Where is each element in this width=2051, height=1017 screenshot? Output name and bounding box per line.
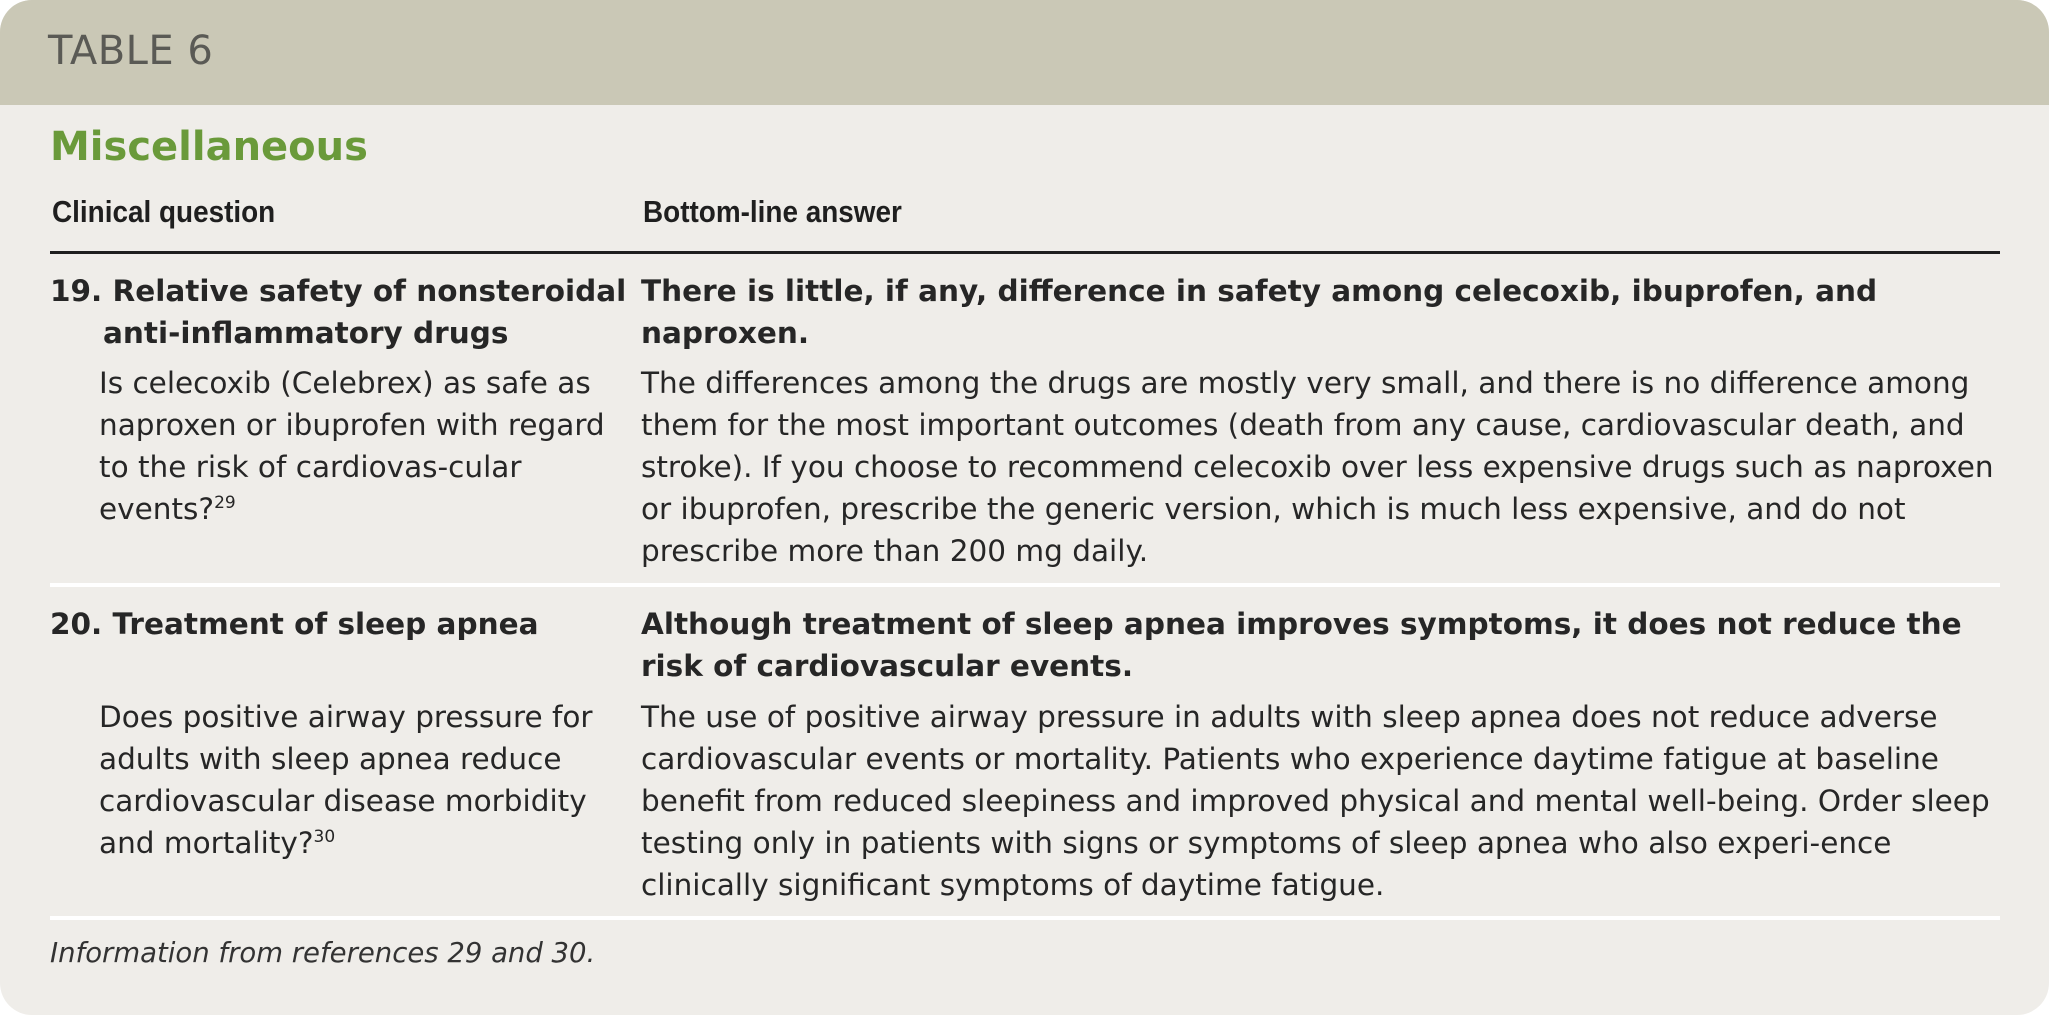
row-20-answer-body: The use of positive airway pressure in adults with sleep apnea does not reduce adverse cardiovascular events or mortality. Patients who experience daytime fatigue at baseline benefit from reduced sleepiness and improved physical and mental well-being. Order sleep testing only in patients with signs or symptoms of sleep apnea who also experi-ence clinically significant symptoms of daytime fatigue.	[641, 700, 1990, 902]
row-20-question-text: Does positive airway pressure for adults with sleep apnea reduce cardiovascular disease morbidity and mortality?	[99, 700, 593, 860]
row-19-question	[99, 362, 609, 530]
row-19-title: 19. Relative safety of nonsteroidal anti-inflammatory drugs	[50, 274, 627, 350]
row-19-reference: 29	[214, 493, 236, 513]
row-20-reference: 30	[313, 827, 336, 847]
row-20-answer-headline: Although treatment of sleep apnea improves symptoms, it does not reduce the risk of cardiovascular events.	[641, 607, 1962, 683]
table-label: TABLE 6	[48, 28, 214, 74]
footnote: Information from references 29 and 30.	[50, 937, 596, 969]
row-divider	[50, 583, 2000, 587]
row-19-question-text: Is celecoxib (Celebrex) as safe as naproxen or ibuprofen with regard to the risk of cardiovas-cular events?	[99, 366, 605, 526]
row-20-title: 20. Treatment of sleep apnea	[50, 607, 539, 641]
row-20-question	[99, 696, 609, 864]
row-19-answer-body: The differences among the drugs are mostly very small, and there is no difference among them for the most important outcomes (death from any cause, cardiovascular death, and stroke). If you choose to recommend celecoxib over less expensive drugs such as naproxen or ibuprofen, prescribe the generic version, which is much less expensive, and do not prescribe more than 200 mg daily.	[641, 366, 1994, 568]
row-19-answer-headline: There is little, if any, difference in safety among celecoxib, ibuprofen, and naproxen.	[641, 274, 1878, 350]
column-header-answer: Bottom-line answer	[643, 194, 902, 229]
table-header-band	[0, 0, 2049, 105]
table-bottom-divider	[50, 916, 2000, 920]
column-header-question: Clinical question	[52, 194, 276, 229]
header-divider	[50, 251, 2000, 254]
section-title: Miscellaneous	[50, 124, 368, 170]
